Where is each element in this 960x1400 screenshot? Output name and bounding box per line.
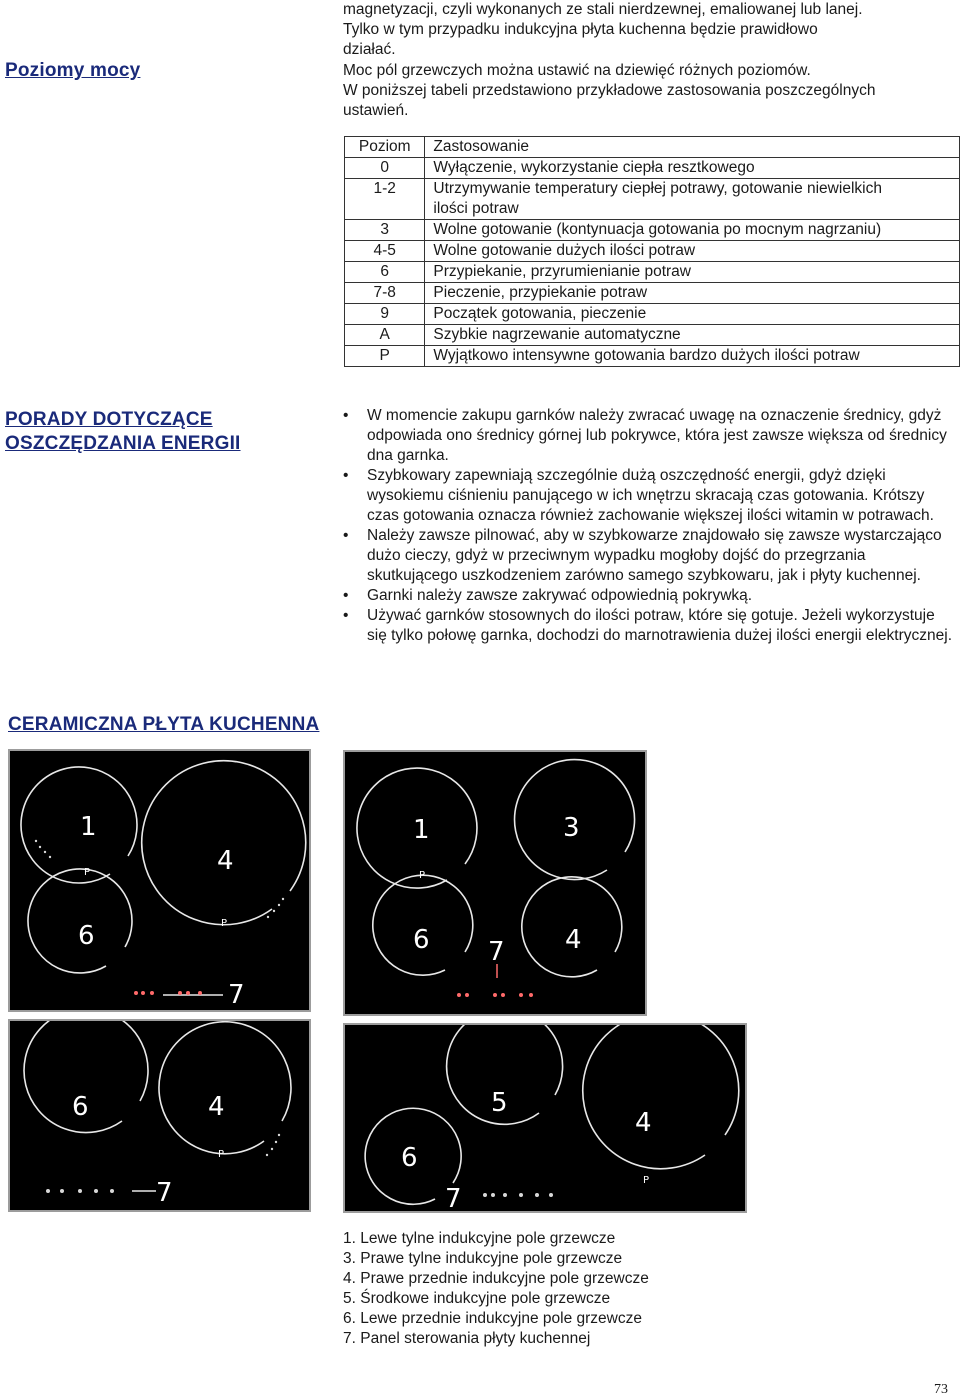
usage-cell: Pieczenie, przypiekanie potraw — [425, 283, 960, 304]
hob-drawing — [345, 1025, 749, 1215]
zone-ring — [583, 1025, 739, 1169]
energy-tips-list — [343, 406, 958, 646]
table-row — [345, 325, 960, 346]
zone-number: 4 — [565, 925, 582, 955]
table-row — [345, 283, 960, 304]
legend-item: 7. Panel sterowania płyty kuchennej — [343, 1330, 591, 1347]
legend-item: 1. Lewe tylne indukcyjne pole grzewcze — [343, 1230, 616, 1247]
legend-item: 6. Lewe przednie indukcyjne pole grzewcze — [343, 1310, 642, 1327]
zone-number: 6 — [72, 1092, 89, 1122]
power-levels-text — [343, 61, 948, 121]
level-cell: P — [345, 346, 425, 367]
power-levels-heading: Poziomy mocy — [5, 60, 141, 81]
panel-number: 7 — [156, 1178, 173, 1208]
list-item: • Szybkowary zapewniają szczególnie dużą oszczędność energii, gdyż dzięki wysokiemu ciśnieniu panującego w ich wnętrzu skracają czas gotowania. Krótszy czas gotowania oznacza również zachowanie większej ilości witamin w potrawach. — [343, 466, 958, 526]
dot-scale — [266, 1134, 280, 1156]
power-levels-table — [344, 136, 960, 367]
zone-number: 5 — [491, 1088, 508, 1118]
zone-label: P — [419, 870, 426, 881]
zone-number: 1 — [413, 815, 430, 845]
zone-label: P — [643, 1175, 650, 1186]
hob-drawing — [345, 752, 649, 1018]
text-line: Moc pól grzewczych można ustawić na dziewięć różnych poziomów. — [343, 62, 811, 79]
center-number: 7 — [488, 937, 505, 967]
table-row — [345, 220, 960, 241]
hob-diagram — [343, 750, 647, 1016]
intro-line: magnetyzacji, czyli wykonanych ze stali nierdzewnej, emaliowanej lub lanej. — [343, 1, 863, 18]
heading-line: OSZCZĘDZANIA ENERGII — [5, 433, 241, 454]
intro-line: Tylko w tym przypadku indukcyjna płyta kuchenna będzie prawidłowo — [343, 21, 818, 38]
usage-cell: Utrzymywanie temperatury ciepłej potrawy, gotowanie niewielkich ilości potraw — [425, 179, 960, 220]
zone-number: 4 — [635, 1108, 652, 1138]
dot-scale — [35, 840, 284, 918]
hob-diagram — [8, 1019, 311, 1212]
panel-number: 7 — [228, 980, 245, 1010]
hob-legend — [343, 1229, 649, 1349]
text-line: ustawień. — [343, 102, 409, 119]
zone-label: P — [221, 918, 228, 929]
legend-item: 5. Środkowe indukcyjne pole grzewcze — [343, 1290, 611, 1307]
zone-ring — [142, 761, 306, 925]
table-row — [345, 304, 960, 325]
table-row — [345, 262, 960, 283]
energy-tips-heading — [5, 408, 241, 456]
hob-drawing — [10, 1021, 313, 1214]
intro-paragraph — [343, 0, 948, 60]
usage-cell: Szybkie nagrzewanie automatyczne — [425, 325, 960, 346]
table-row — [345, 158, 960, 179]
list-item: • Garnki należy zawsze zakrywać odpowiednią pokrywką. — [343, 586, 958, 606]
level-cell: 1-2 — [345, 179, 425, 220]
usage-cell: Wolne gotowanie dużych ilości potraw — [425, 241, 960, 262]
usage-cell: Wyłączenie, wykorzystanie ciepła resztkowego — [425, 158, 960, 179]
zone-ring — [159, 1022, 291, 1154]
level-cell: 4-5 — [345, 241, 425, 262]
zone-number: 1 — [80, 812, 97, 842]
text-line: W poniższej tabeli przedstawiono przykładowe zastosowania poszczególnych — [343, 82, 876, 99]
hob-diagram — [8, 749, 311, 1012]
list-item: • Należy zawsze pilnować, aby w szybkowarze znajdowało się zawsze wystarczająco dużo cieczy, gdyż w przeciwnym wypadku mogłoby dojść do przegrzania skutkującego uszkodzeniem zarówno samego szybkowaru, jak i płyty kuchennej. — [343, 526, 958, 586]
level-cell: A — [345, 325, 425, 346]
control-icons — [483, 1193, 553, 1197]
column-header-level: Poziom — [345, 137, 425, 158]
legend-item: 3. Prawe tylne indukcyjne pole grzewcze — [343, 1250, 623, 1267]
control-icons — [457, 993, 533, 997]
usage-cell: Wyjątkowo intensywne gotowania bardzo dużych ilości potraw — [425, 346, 960, 367]
panel-number: 7 — [445, 1184, 462, 1214]
list-item: • W momencie zakupu garnków należy zwracać uwagę na oznaczenie średnicy, gdyż odpowiada ono średnicy górnej lub pokrywce, która jest zawsze większa od średnicy dna garnka. — [343, 406, 958, 466]
hob-diagram — [343, 1023, 747, 1213]
ceramic-hob-heading: CERAMICZNA PŁYTA KUCHENNA — [8, 714, 320, 735]
zone-number: 4 — [217, 846, 234, 876]
level-cell: 6 — [345, 262, 425, 283]
table-row — [345, 179, 960, 220]
table-row — [345, 346, 960, 367]
zone-number: 6 — [401, 1143, 418, 1173]
zone-number: 6 — [78, 921, 95, 951]
usage-cell: Wolne gotowanie (kontynuacja gotowania po mocnym nagrzaniu) — [425, 220, 960, 241]
zone-label: P — [84, 867, 91, 878]
level-cell: 7-8 — [345, 283, 425, 304]
usage-cell: Początek gotowania, pieczenie — [425, 304, 960, 325]
control-icons — [46, 1189, 114, 1193]
heading-line: PORADY DOTYCZĄCE — [5, 409, 213, 430]
page-number: 73 — [934, 1382, 948, 1397]
list-item: • Używać garnków stosownych do ilości potraw, które się gotuje. Jeżeli wykorzystuje się tylko połowę garnka, dochodzi do marnotrawienia dużej ilości energii elektrycznej. — [343, 606, 958, 646]
zone-label: P — [218, 1149, 225, 1160]
table-header-row — [345, 137, 960, 158]
level-cell: 0 — [345, 158, 425, 179]
table-row — [345, 241, 960, 262]
zone-ring — [21, 767, 137, 883]
level-cell: 9 — [345, 304, 425, 325]
hob-drawing — [10, 751, 313, 1014]
legend-item: 4. Prawe przednie indukcyjne pole grzewcze — [343, 1270, 649, 1287]
zone-number: 6 — [413, 925, 430, 955]
usage-cell: Przypiekanie, przyrumienianie potraw — [425, 262, 960, 283]
column-header-usage: Zastosowanie — [425, 137, 960, 158]
intro-line: działać. — [343, 41, 396, 58]
zone-number: 3 — [563, 813, 580, 843]
zone-number: 4 — [208, 1092, 225, 1122]
level-cell: 3 — [345, 220, 425, 241]
